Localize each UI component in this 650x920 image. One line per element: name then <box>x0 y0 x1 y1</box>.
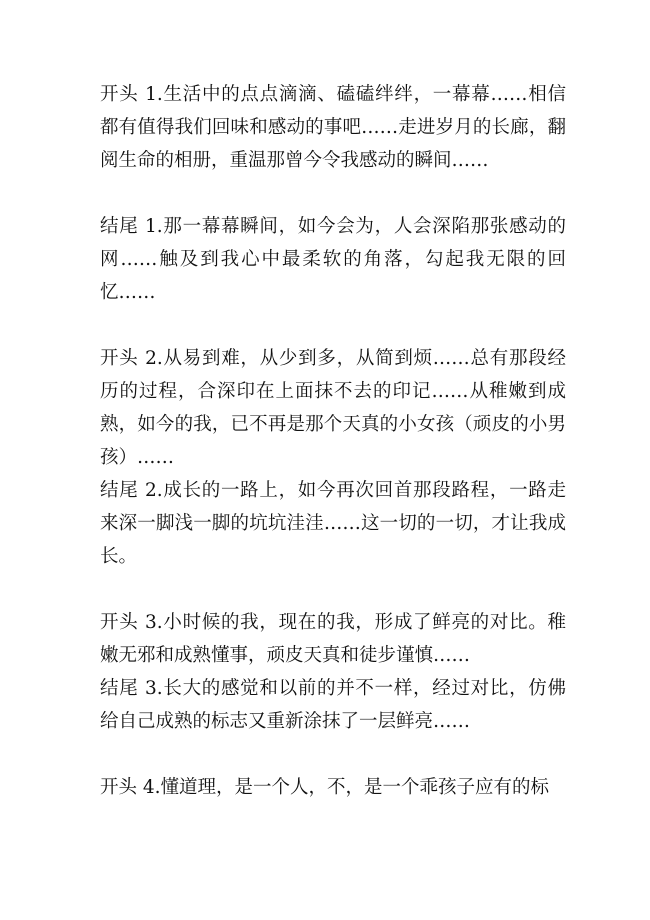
opening-paragraph-1: 开头 1.生活中的点点滴滴、磕磕绊绊，一幕幕……相信都有值得我们回味和感动的事吧……走进岁月的长廊，翻阅生命的相册，重温那曾今令我感动的瞬间…… <box>100 84 566 171</box>
closing-paragraph-3: 结尾 3.长大的感觉和以前的并不一样，经过对比，仿佛给自己成熟的标志又重新涂抹了一层鲜亮…… <box>100 678 566 732</box>
opening-paragraph-3: 开头 3.小时候的我，现在的我，形成了鲜亮的对比。稚嫩无邪和成熟懂事，顽皮天真和徒步谨慎…… <box>100 612 566 666</box>
paragraph-spacer <box>100 309 566 342</box>
paragraph-spacer <box>100 573 566 606</box>
opening-paragraph-2: 开头 2.从易到难，从少到多，从简到烦……总有那段经历的过程，合深印在上面抹不去的印记……从稚嫩到成熟，如今的我，已不再是那个天真的小女孩（顽皮的小男孩）…… <box>100 348 566 468</box>
paragraph-spacer <box>100 177 566 210</box>
closing-paragraph-1: 结尾 1.那一幕幕瞬间，如今会为，人会深陷那张感动的网……触及到我心中最柔软的角落，勾起我无限的回忆…… <box>100 216 566 303</box>
opening-paragraph-4: 开头 4.懂道理，是一个人，不，是一个乖孩子应有的标 <box>100 777 550 798</box>
document-body <box>100 78 566 804</box>
closing-paragraph-2: 结尾 2.成长的一路上，如今再次回首那段路程，一路走来深一脚浅一脚的坑坑洼洼……这一切的一切，才让我成长。 <box>100 480 566 567</box>
paragraph-spacer <box>100 738 566 771</box>
